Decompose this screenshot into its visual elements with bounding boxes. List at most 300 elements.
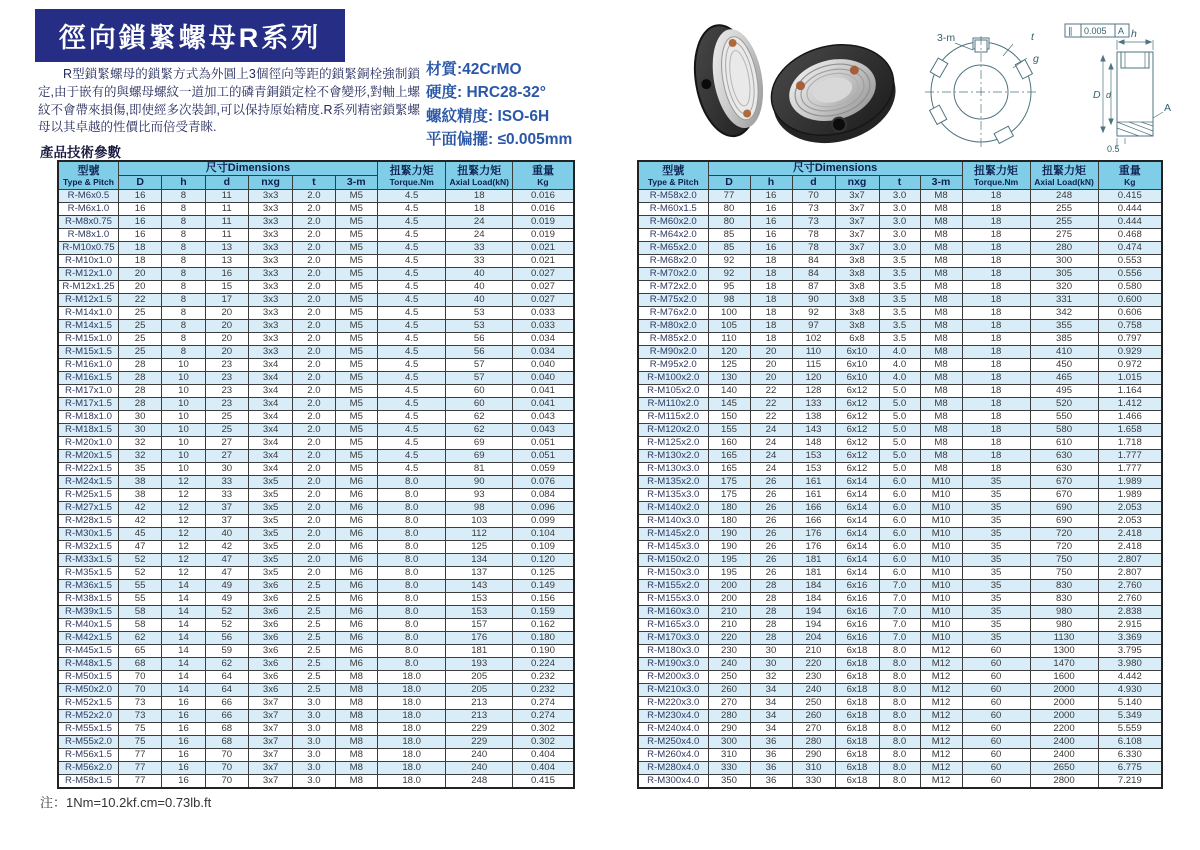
table-row	[58, 229, 574, 242]
model-cell: R-M280x4.0	[638, 762, 708, 775]
table-row	[638, 502, 1162, 515]
value-cell: 35	[962, 554, 1030, 567]
value-cell: M12	[920, 723, 962, 736]
value-cell: 280	[708, 710, 750, 723]
value-cell: 3x3	[248, 294, 292, 307]
value-cell: 24	[750, 463, 792, 476]
value-cell: 300	[708, 736, 750, 749]
model-cell: R-M8x1.0	[58, 229, 118, 242]
value-cell: 2200	[1030, 723, 1098, 736]
technical-drawing	[915, 10, 1177, 156]
value-cell: 18	[750, 333, 792, 346]
col-header-model: 型號 Type & Pitch	[638, 161, 708, 190]
value-cell: M12	[920, 645, 962, 658]
value-cell: 18	[962, 320, 1030, 333]
value-cell: 6x12	[835, 463, 879, 476]
model-cell: R-M24x1.5	[58, 476, 118, 489]
value-cell: 62	[118, 632, 161, 645]
value-cell: 27	[205, 450, 248, 463]
model-cell: R-M18x1.5	[58, 424, 118, 437]
table-row	[58, 190, 574, 203]
value-cell: M10	[920, 528, 962, 541]
value-cell: 3.0	[293, 762, 335, 775]
table-row	[58, 333, 574, 346]
table-row	[638, 320, 1162, 333]
value-cell: 230	[792, 671, 835, 684]
value-cell: 90	[792, 294, 835, 307]
value-cell: 73	[792, 203, 835, 216]
value-cell: 57	[446, 359, 513, 372]
value-cell: 630	[1030, 450, 1098, 463]
value-cell: 0.019	[512, 229, 574, 242]
model-cell: R-M68x2.0	[638, 255, 708, 268]
value-cell: 18	[962, 190, 1030, 203]
value-cell: 0.553	[1098, 255, 1162, 268]
value-cell: 34	[750, 710, 792, 723]
value-cell: M10	[920, 580, 962, 593]
value-cell: 62	[205, 658, 248, 671]
value-cell: M12	[920, 762, 962, 775]
model-cell: R-M17x1.5	[58, 398, 118, 411]
value-cell: 275	[1030, 229, 1098, 242]
value-cell: 4.5	[377, 294, 446, 307]
value-cell: M5	[335, 424, 377, 437]
table-row	[58, 658, 574, 671]
value-cell: M8	[920, 463, 962, 476]
value-cell: M8	[920, 411, 962, 424]
value-cell: 18	[962, 463, 1030, 476]
value-cell: 3x3	[248, 242, 292, 255]
value-cell: M5	[335, 320, 377, 333]
value-cell: 33	[205, 489, 248, 502]
value-cell: 14	[162, 658, 205, 671]
value-cell: 3x8	[835, 307, 879, 320]
value-cell: M6	[335, 541, 377, 554]
value-cell: 3.795	[1098, 645, 1162, 658]
value-cell: 14	[162, 593, 205, 606]
model-cell: R-M76x2.0	[638, 307, 708, 320]
col-header-dimensions: 尺寸Dimensions	[708, 161, 962, 176]
value-cell: 0.040	[512, 359, 574, 372]
value-cell: 34	[750, 697, 792, 710]
model-cell: R-M80x2.0	[638, 320, 708, 333]
value-cell: 65	[118, 645, 161, 658]
value-cell: M5	[335, 229, 377, 242]
value-cell: 240	[708, 658, 750, 671]
value-cell: M10	[920, 619, 962, 632]
model-cell: R-M8x0.75	[58, 216, 118, 229]
value-cell: 0.274	[512, 697, 574, 710]
value-cell: 8.0	[377, 567, 446, 580]
model-cell: R-M36x1.5	[58, 580, 118, 593]
value-cell: 6x18	[835, 697, 879, 710]
value-cell: 18	[750, 255, 792, 268]
value-cell: 47	[205, 554, 248, 567]
value-cell: 22	[750, 385, 792, 398]
page-title-banner	[35, 9, 345, 62]
value-cell: 8.0	[377, 632, 446, 645]
model-cell: R-M145x2.0	[638, 528, 708, 541]
table-row	[638, 723, 1162, 736]
value-cell: 3.0	[293, 775, 335, 789]
value-cell: 3.0	[879, 229, 920, 242]
value-cell: 47	[118, 541, 161, 554]
value-cell: 3x5	[248, 541, 292, 554]
value-cell: M8	[920, 424, 962, 437]
model-cell: R-M56x2.0	[58, 762, 118, 775]
value-cell: 0.224	[512, 658, 574, 671]
value-cell: 102	[792, 333, 835, 346]
value-cell: 70	[118, 671, 161, 684]
value-cell: 213	[446, 710, 513, 723]
value-cell: 2.0	[293, 567, 335, 580]
value-cell: 2.0	[293, 476, 335, 489]
value-cell: 8	[162, 203, 205, 216]
value-cell: 157	[446, 619, 513, 632]
model-cell: R-M110x2.0	[638, 398, 708, 411]
value-cell: 32	[750, 671, 792, 684]
value-cell: M5	[335, 333, 377, 346]
value-cell: 3.0	[293, 723, 335, 736]
table-row	[58, 697, 574, 710]
table-row	[58, 216, 574, 229]
value-cell: 3x6	[248, 580, 292, 593]
table-row	[58, 645, 574, 658]
value-cell: 2.0	[293, 372, 335, 385]
value-cell: 0.444	[1098, 203, 1162, 216]
page-title: 徑向鎖緊螺母R系列	[58, 23, 322, 53]
value-cell: M8	[920, 385, 962, 398]
value-cell: M10	[920, 632, 962, 645]
value-cell: 220	[792, 658, 835, 671]
value-cell: 3x3	[248, 190, 292, 203]
value-cell: 0.019	[512, 216, 574, 229]
value-cell: 3x5	[248, 502, 292, 515]
value-cell: 3.5	[879, 294, 920, 307]
value-cell: 28	[118, 385, 161, 398]
value-cell: 0.120	[512, 554, 574, 567]
value-cell: 105	[708, 320, 750, 333]
value-cell: 30	[750, 658, 792, 671]
value-cell: 80	[708, 216, 750, 229]
value-cell: 8.0	[377, 489, 446, 502]
value-cell: 280	[1030, 242, 1098, 255]
value-cell: 3x7	[835, 242, 879, 255]
value-cell: 3.5	[879, 307, 920, 320]
value-cell: 18	[446, 190, 513, 203]
value-cell: 0.190	[512, 645, 574, 658]
value-cell: 24	[750, 424, 792, 437]
model-cell: R-M38x1.5	[58, 593, 118, 606]
value-cell: 248	[1030, 190, 1098, 203]
spec-table-right	[637, 160, 1163, 789]
value-cell: 6x18	[835, 710, 879, 723]
value-cell: 2.0	[293, 502, 335, 515]
value-cell: 14	[162, 671, 205, 684]
value-cell: M8	[335, 684, 377, 697]
value-cell: 830	[1030, 580, 1098, 593]
value-cell: 270	[708, 697, 750, 710]
value-cell: 35	[962, 606, 1030, 619]
value-cell: 331	[1030, 294, 1098, 307]
value-cell: 16	[118, 216, 161, 229]
table-row	[638, 294, 1162, 307]
value-cell: 8.0	[377, 593, 446, 606]
value-cell: 27	[205, 437, 248, 450]
value-cell: 3x7	[248, 723, 292, 736]
value-cell: 4.5	[377, 450, 446, 463]
value-cell: 310	[792, 762, 835, 775]
value-cell: 0.474	[1098, 242, 1162, 255]
value-cell: 8.0	[879, 749, 920, 762]
value-cell: 6x16	[835, 632, 879, 645]
model-cell: R-M230x4.0	[638, 710, 708, 723]
value-cell: 14	[162, 580, 205, 593]
value-cell: 18	[962, 203, 1030, 216]
table-row	[58, 528, 574, 541]
model-cell: R-M14x1.5	[58, 320, 118, 333]
value-cell: 20	[205, 346, 248, 359]
value-cell: 66	[205, 710, 248, 723]
value-cell: 0.021	[512, 242, 574, 255]
value-cell: 0.302	[512, 723, 574, 736]
value-cell: 5.349	[1098, 710, 1162, 723]
value-cell: 42	[118, 502, 161, 515]
value-cell: 8.0	[377, 658, 446, 671]
value-cell: 78	[792, 242, 835, 255]
drawing-label-3m: 3-m	[937, 32, 956, 44]
value-cell: 16	[205, 268, 248, 281]
value-cell: M8	[335, 775, 377, 789]
value-cell: 229	[446, 723, 513, 736]
model-cell: R-M160x3.0	[638, 606, 708, 619]
value-cell: 6.0	[879, 476, 920, 489]
value-cell: 45	[118, 528, 161, 541]
value-cell: 3x7	[835, 190, 879, 203]
col-header-D: D	[708, 176, 750, 190]
value-cell: 3x4	[248, 411, 292, 424]
value-cell: 0.162	[512, 619, 574, 632]
material-specs	[426, 58, 661, 151]
value-cell: 0.043	[512, 424, 574, 437]
value-cell: 22	[750, 398, 792, 411]
value-cell: 35	[962, 619, 1030, 632]
value-cell: 4.5	[377, 411, 446, 424]
model-cell: R-M15x1.5	[58, 346, 118, 359]
model-cell: R-M130x2.0	[638, 450, 708, 463]
value-cell: 0.027	[512, 294, 574, 307]
value-cell: 35	[118, 463, 161, 476]
value-cell: 0.099	[512, 515, 574, 528]
value-cell: 120	[792, 372, 835, 385]
value-cell: 49	[205, 580, 248, 593]
value-cell: 20	[118, 281, 161, 294]
value-cell: 3x3	[248, 333, 292, 346]
value-cell: 18	[750, 281, 792, 294]
value-cell: 14	[162, 684, 205, 697]
table-row	[58, 385, 574, 398]
value-cell: 18	[750, 268, 792, 281]
value-cell: 58	[118, 619, 161, 632]
value-cell: 18.0	[377, 671, 446, 684]
drawing-label-h: h	[1131, 28, 1137, 40]
value-cell: 0.051	[512, 437, 574, 450]
value-cell: 52	[205, 606, 248, 619]
model-cell: R-M32x1.5	[58, 541, 118, 554]
model-cell: R-M58x2.0	[638, 190, 708, 203]
value-cell: 0.096	[512, 502, 574, 515]
value-cell: 16	[162, 762, 205, 775]
value-cell: 3.5	[879, 255, 920, 268]
value-cell: 4.0	[879, 346, 920, 359]
model-cell: R-M60x1.5	[638, 203, 708, 216]
value-cell: 176	[792, 541, 835, 554]
value-cell: 53	[446, 307, 513, 320]
value-cell: M8	[920, 216, 962, 229]
model-cell: R-M105x2.0	[638, 385, 708, 398]
value-cell: 2.0	[293, 203, 335, 216]
col-header-3m: 3-m	[335, 176, 377, 190]
value-cell: 8	[162, 307, 205, 320]
value-cell: 5.559	[1098, 723, 1162, 736]
value-cell: 230	[708, 645, 750, 658]
value-cell: 255	[1030, 203, 1098, 216]
value-cell: 70	[118, 684, 161, 697]
model-cell: R-M15x1.0	[58, 333, 118, 346]
value-cell: 77	[118, 762, 161, 775]
value-cell: 23	[205, 398, 248, 411]
value-cell: 40	[205, 528, 248, 541]
value-cell: 97	[792, 320, 835, 333]
value-cell: 2.0	[293, 450, 335, 463]
value-cell: M8	[920, 372, 962, 385]
value-cell: M10	[920, 502, 962, 515]
col-header-t: t	[879, 176, 920, 190]
value-cell: 2.5	[293, 658, 335, 671]
value-cell: 4.5	[377, 333, 446, 346]
value-cell: 6x14	[835, 554, 879, 567]
value-cell: 165	[708, 463, 750, 476]
table-row	[638, 749, 1162, 762]
value-cell: 3x3	[248, 320, 292, 333]
value-cell: 3x3	[248, 255, 292, 268]
model-cell: R-M52x1.5	[58, 697, 118, 710]
value-cell: 1.777	[1098, 463, 1162, 476]
value-cell: 1.015	[1098, 372, 1162, 385]
value-cell: 2.0	[293, 307, 335, 320]
value-cell: 8	[162, 255, 205, 268]
value-cell: 750	[1030, 567, 1098, 580]
value-cell: 2.0	[293, 541, 335, 554]
value-cell: M6	[335, 632, 377, 645]
value-cell: 4.5	[377, 307, 446, 320]
value-cell: 4.0	[879, 359, 920, 372]
col-header-d: d	[792, 176, 835, 190]
value-cell: 6.0	[879, 567, 920, 580]
model-cell: R-M18x1.0	[58, 411, 118, 424]
value-cell: 0.972	[1098, 359, 1162, 372]
value-cell: 60	[962, 749, 1030, 762]
value-cell: 20	[750, 346, 792, 359]
value-cell: 3x7	[248, 749, 292, 762]
value-cell: 1.989	[1098, 476, 1162, 489]
table-row	[638, 346, 1162, 359]
value-cell: 3x8	[835, 268, 879, 281]
value-cell: 4.5	[377, 268, 446, 281]
value-cell: 33	[446, 242, 513, 255]
value-cell: 2.0	[293, 229, 335, 242]
value-cell: M8	[920, 320, 962, 333]
value-cell: M5	[335, 385, 377, 398]
value-cell: 0.084	[512, 489, 574, 502]
value-cell: 210	[708, 619, 750, 632]
value-cell: 3.0	[879, 190, 920, 203]
value-cell: 34	[750, 684, 792, 697]
value-cell: 6x18	[835, 658, 879, 671]
value-cell: 125	[708, 359, 750, 372]
locknut-drawing-image	[915, 10, 1177, 156]
value-cell: 6x14	[835, 541, 879, 554]
table-row	[58, 541, 574, 554]
value-cell: 35	[962, 632, 1030, 645]
value-cell: 98	[708, 294, 750, 307]
value-cell: 3x4	[248, 372, 292, 385]
value-cell: 10	[162, 424, 205, 437]
value-cell: M8	[335, 697, 377, 710]
value-cell: 2.0	[293, 346, 335, 359]
value-cell: 4.930	[1098, 684, 1162, 697]
model-cell: R-M155x3.0	[638, 593, 708, 606]
value-cell: 248	[446, 775, 513, 789]
value-cell: 0.156	[512, 593, 574, 606]
value-cell: 12	[162, 528, 205, 541]
value-cell: 6.0	[879, 541, 920, 554]
value-cell: 4.5	[377, 437, 446, 450]
table-header-row	[58, 161, 574, 176]
value-cell: 3.0	[293, 710, 335, 723]
value-cell: 35	[962, 515, 1030, 528]
value-cell: 18	[962, 268, 1030, 281]
value-cell: 0.109	[512, 541, 574, 554]
value-cell: 495	[1030, 385, 1098, 398]
value-cell: 18	[962, 294, 1030, 307]
value-cell: M8	[920, 294, 962, 307]
value-cell: 7.0	[879, 580, 920, 593]
value-cell: 0.051	[512, 450, 574, 463]
value-cell: 16	[118, 190, 161, 203]
value-cell: M6	[335, 658, 377, 671]
value-cell: 2.5	[293, 645, 335, 658]
table-row	[638, 450, 1162, 463]
value-cell: 68	[205, 736, 248, 749]
table-row	[58, 268, 574, 281]
value-cell: 6.775	[1098, 762, 1162, 775]
value-cell: 2.0	[293, 242, 335, 255]
model-cell: R-M33x1.5	[58, 554, 118, 567]
model-cell: R-M125x2.0	[638, 437, 708, 450]
value-cell: 4.5	[377, 346, 446, 359]
value-cell: M6	[335, 502, 377, 515]
value-cell: 330	[708, 762, 750, 775]
value-cell: 2.0	[293, 554, 335, 567]
table-row	[638, 281, 1162, 294]
value-cell: 26	[750, 489, 792, 502]
model-cell: R-M64x2.0	[638, 229, 708, 242]
value-cell: M12	[920, 710, 962, 723]
table-row	[638, 190, 1162, 203]
value-cell: 3x4	[248, 450, 292, 463]
value-cell: 35	[962, 541, 1030, 554]
